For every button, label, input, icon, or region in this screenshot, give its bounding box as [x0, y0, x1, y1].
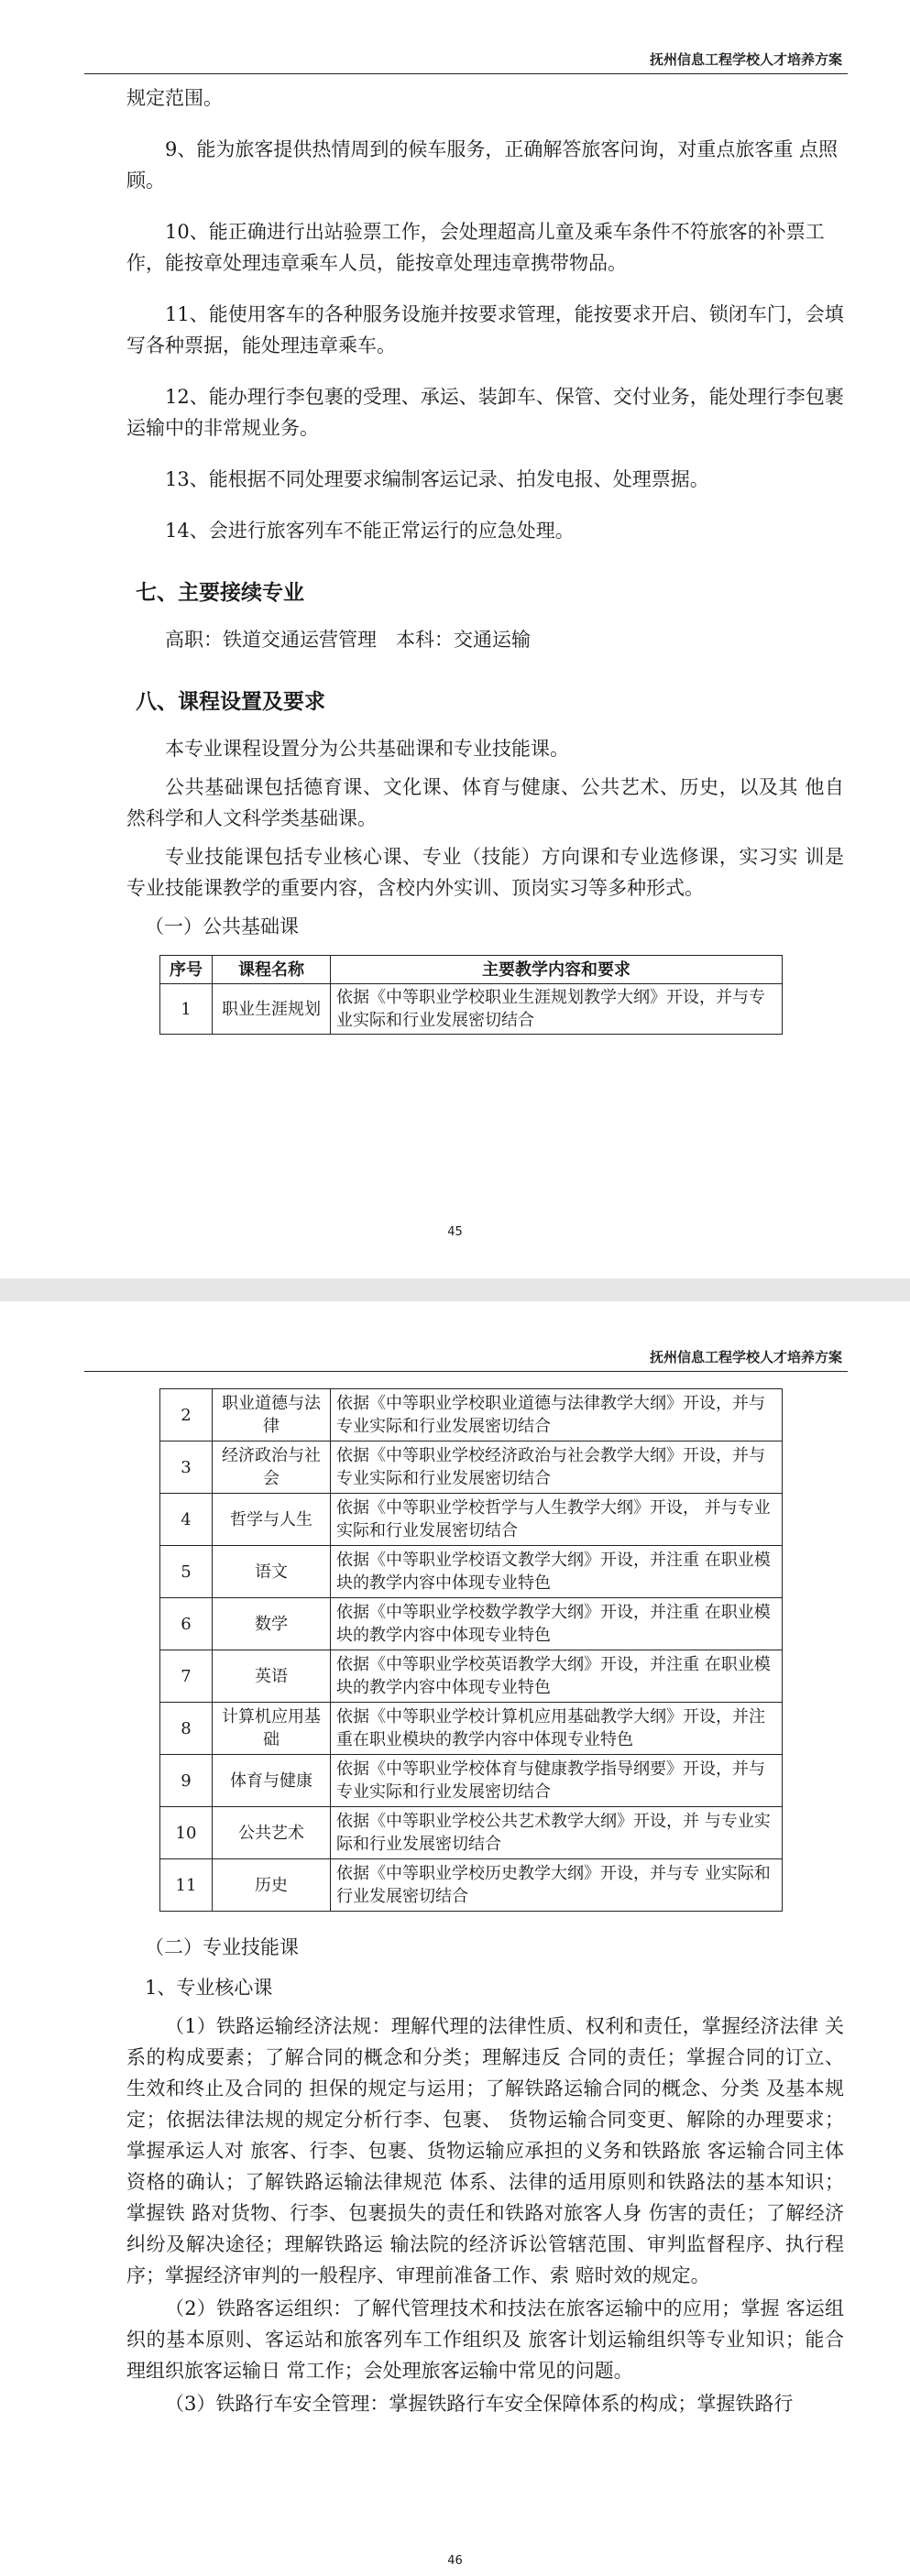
course-requirement: 依据《中等职业学校计算机应用基础教学大纲》开设，并注重在职业模块的教学内容中体现专业特色 — [331, 1703, 783, 1755]
page-1-content — [126, 82, 844, 1035]
column-header: 主要教学内容和要求 — [331, 956, 783, 984]
page-number: 45 — [447, 1225, 463, 1239]
paragraph: 高职：铁道交通运营管理 本科：交通运输 — [165, 629, 531, 651]
course-name: 公共艺术 — [213, 1807, 331, 1859]
course-requirement: 依据《中等职业学校职业道德与法律教学大纲》开设，并与专业实际和行业发展密切结合 — [331, 1389, 783, 1441]
table-row — [160, 1598, 783, 1650]
course-table-continued — [159, 1388, 783, 1912]
table-row — [160, 1703, 783, 1755]
paragraph: 公共基础课包括德育课、文化课、体育与健康、公共艺术、历史，以及其 他自然科学和人文科学类基础课。 — [126, 776, 844, 829]
subsection-heading: （一）公共基础课 — [145, 915, 299, 937]
paragraph: 11、能使用客车的各种服务设施并按要求管理，能按要求开启、锁闭车门，会填写各种票据，能处理违章乘车。 — [126, 303, 844, 356]
table-header-row — [160, 956, 783, 984]
paragraph: 12、能办理行李包裹的受理、承运、装卸车、保管、交付业务，能处理行李包裹运输中的非常规业务。 — [126, 386, 844, 439]
table-row — [160, 1441, 783, 1494]
paragraph: 规定范围。 — [126, 87, 223, 109]
document-page-1 — [0, 0, 910, 1278]
section-heading: 八、课程设置及要求 — [136, 690, 325, 714]
course-name: 计算机应用基础 — [213, 1703, 331, 1755]
course-requirement: 依据《中等职业学校经济政治与社会教学大纲》开设，并与专业实际和行业发展密切结合 — [331, 1441, 783, 1494]
core-course-paragraph: （1）铁路运输经济法规：理解代理的法律性质、权利和责任，掌握经济法律 关系的构成要素；了解合同的概念和分类；理解违反 合同的责任；掌握合同的订立、生效和终止及合同的 担保的规定与运用；了解铁路运输合同的概念、分类 及基本规定；依据法律法规的规定分析行李、包裹、 货物运输合同变更、解除的办理要求；掌握承运人对 旅客、行李、包裹、货物运输应承担的义务和铁路旅 客运输合同主体资格的确认；了解铁路运输法律规范 体系、法律的适用原则和铁路法的基本知识；掌握铁 路对货物、行李、包裹损失的责任和铁路对旅客人身 伤害的责任；了解经济纠纷及解决途径；理解铁路运 输法院的经济诉讼管辖范围、审判监督程序、执行程 序；掌握经济审判的一般程序、审理前准备工作、索 赔时效的规定。 — [126, 2015, 844, 2286]
paragraph: 10、能正确进行出站验票工作，会处理超高儿童及乘车条件不符旅客的补票工作，能按章处理违章乘车人员，能按章处理违章携带物品。 — [126, 221, 825, 274]
course-requirement: 依据《中等职业学校公共艺术教学大纲》开设，并 与专业实际和行业发展密切结合 — [331, 1807, 783, 1859]
table-row — [160, 1650, 783, 1703]
course-name: 职业道德与法律 — [213, 1389, 331, 1441]
column-header: 课程名称 — [213, 956, 331, 984]
page-2-content — [126, 1388, 844, 2419]
course-name: 英语 — [213, 1650, 331, 1703]
course-requirement: 依据《中等职业学校英语教学大纲》开设，并注重 在职业模块的教学内容中体现专业特色 — [331, 1650, 783, 1703]
course-number: 6 — [160, 1598, 213, 1650]
table-row — [160, 1755, 783, 1807]
course-name: 哲学与人生 — [213, 1494, 331, 1546]
core-course-paragraph: （3）铁路行车安全管理：掌握铁路行车安全保障体系的构成；掌握铁路行 — [165, 2393, 794, 2415]
table-row — [160, 1389, 783, 1441]
course-number: 1 — [160, 984, 213, 1035]
paragraph: 14、会进行旅客列车不能正常运行的应急处理。 — [165, 520, 575, 542]
course-number: 7 — [160, 1650, 213, 1703]
course-number: 8 — [160, 1703, 213, 1755]
course-requirement: 依据《中等职业学校职业生涯规划教学大纲》开设，并与专业实际和行业发展密切结合 — [331, 984, 783, 1035]
course-number: 3 — [160, 1441, 213, 1494]
course-number: 5 — [160, 1546, 213, 1598]
course-name: 历史 — [213, 1859, 331, 1912]
table-row — [160, 1546, 783, 1598]
document-page-2 — [0, 1301, 910, 2576]
course-requirement: 依据《中等职业学校语文教学大纲》开设，并注重 在职业模块的教学内容中体现专业特色 — [331, 1546, 783, 1598]
section-heading: 七、主要接续专业 — [136, 581, 304, 605]
subsection-heading: （二）专业技能课 — [145, 1936, 299, 1958]
table-row — [160, 1859, 783, 1912]
course-number: 2 — [160, 1389, 213, 1441]
core-course-heading: 1、专业核心课 — [145, 1977, 273, 1999]
course-number: 9 — [160, 1755, 213, 1807]
page-number: 46 — [447, 2554, 463, 2568]
course-requirement: 依据《中等职业学校哲学与人生教学大纲》开设， 并与专业实际和行业发展密切结合 — [331, 1494, 783, 1546]
header-title: 抚州信息工程学校人才培养方案 — [649, 51, 842, 68]
core-course-paragraph: （2）铁路客运组织：了解代管理技术和技法在旅客运输中的应用；掌握 客运组织的基本原则、客运站和旅客列车工作组织及 旅客计划运输组织等专业知识；能合理组织旅客运输日 常工作；会处理旅客运输中常见的问题。 — [126, 2297, 844, 2382]
course-requirement: 依据《中等职业学校数学教学大纲》开设，并注重 在职业模块的教学内容中体现专业特色 — [331, 1598, 783, 1650]
course-number: 10 — [160, 1807, 213, 1859]
course-number: 11 — [160, 1859, 213, 1912]
course-name: 语文 — [213, 1546, 331, 1598]
course-name: 经济政治与社会 — [213, 1441, 331, 1494]
course-name: 职业生涯规划 — [213, 984, 331, 1035]
course-number: 4 — [160, 1494, 213, 1546]
paragraph: 本专业课程设置分为公共基础课和专业技能课。 — [165, 738, 569, 760]
column-header: 序号 — [160, 956, 213, 984]
header-title: 抚州信息工程学校人才培养方案 — [649, 1349, 842, 1365]
running-header — [84, 46, 848, 74]
course-name: 体育与健康 — [213, 1755, 331, 1807]
paragraph: 专业技能课包括专业核心课、专业（技能）方向课和专业选修课，实习实 训是专业技能课教学的重要内容，含校内外实训、顶岗实习等多种形式。 — [126, 846, 844, 899]
table-row — [160, 1494, 783, 1546]
table-row — [160, 1807, 783, 1859]
table-row — [160, 984, 783, 1035]
course-name: 数学 — [213, 1598, 331, 1650]
paragraph: 13、能根据不同处理要求编制客运记录、拍发电报、处理票据。 — [165, 468, 709, 490]
running-header — [84, 1343, 848, 1372]
course-table — [159, 955, 783, 1035]
paragraph: 9、能为旅客提供热情周到的候车服务，正确解答旅客问询，对重点旅客重 点照顾。 — [126, 138, 839, 192]
course-requirement: 依据《中等职业学校历史教学大纲》开设，并与专 业实际和行业发展密切结合 — [331, 1859, 783, 1912]
course-requirement: 依据《中等职业学校体育与健康教学指导纲要》开设，并与专业实际和行业发展密切结合 — [331, 1755, 783, 1807]
